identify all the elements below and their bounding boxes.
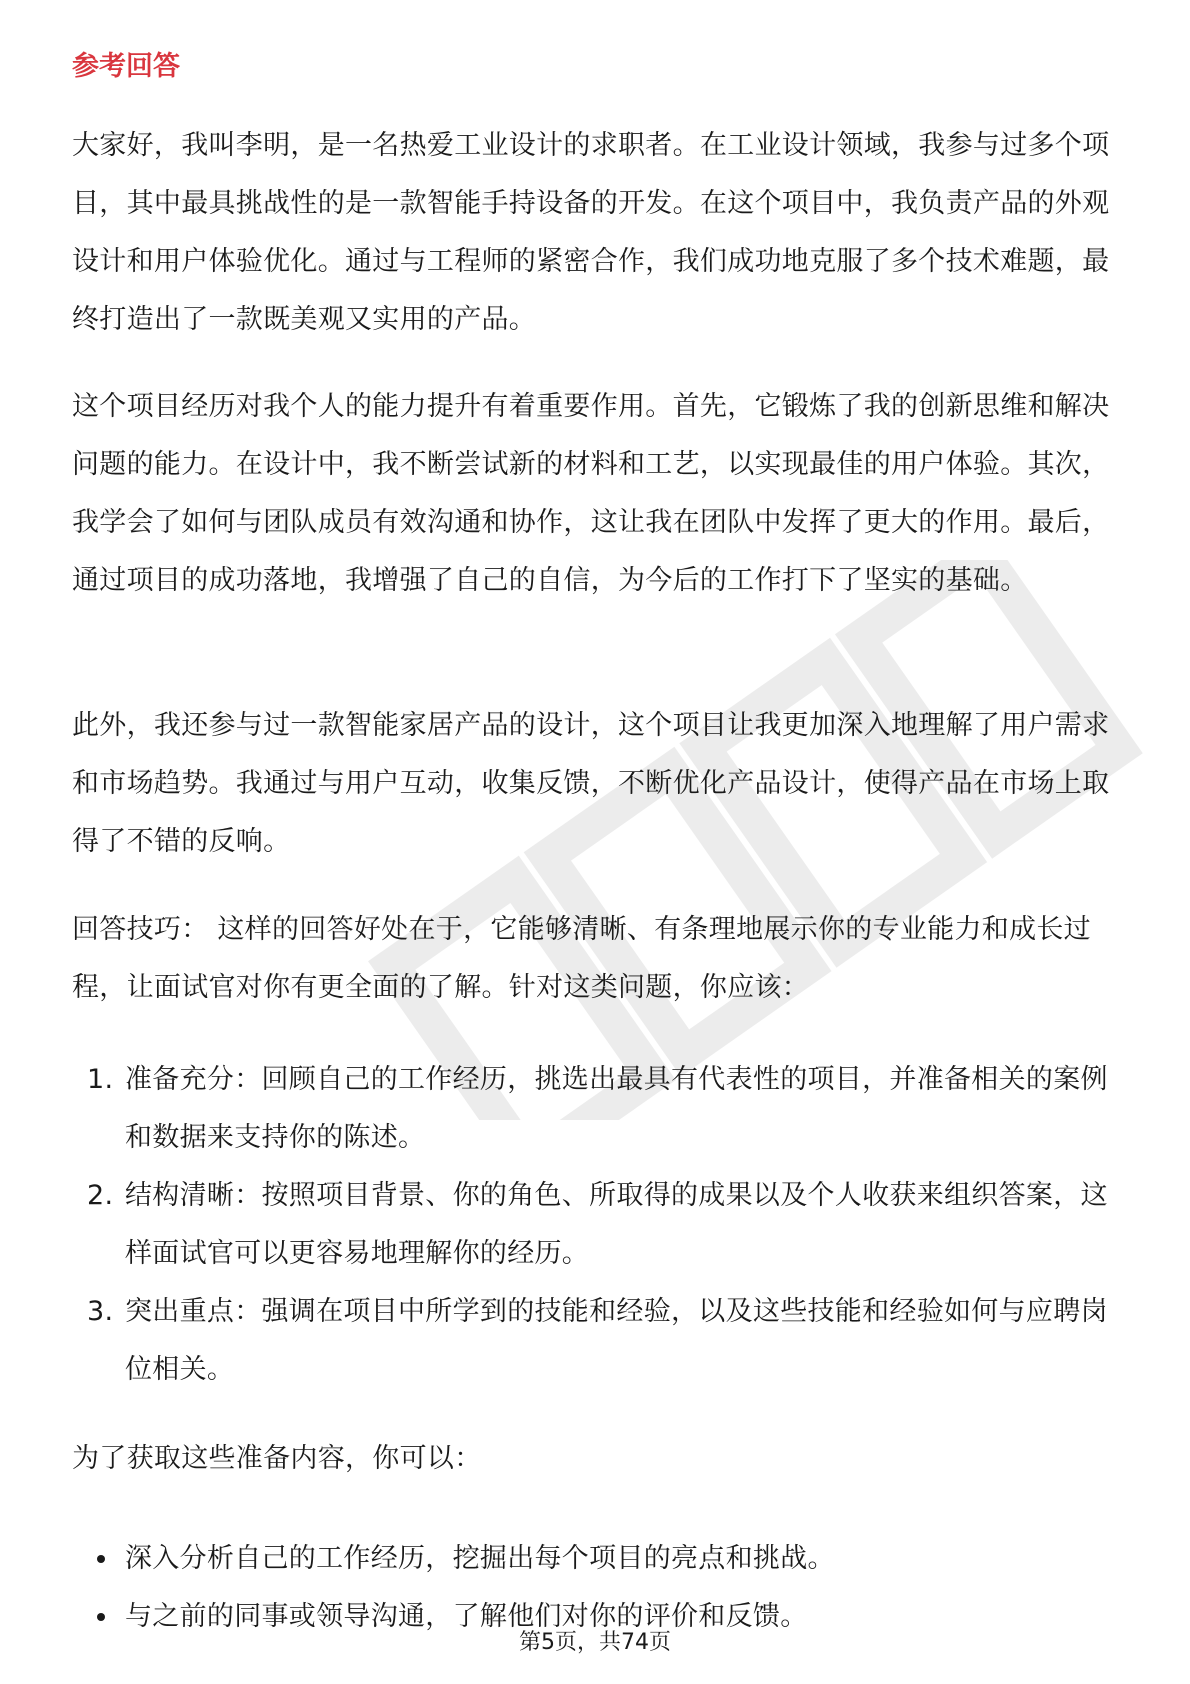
list-number: 3. <box>87 1296 114 1327</box>
list-item-text: 准备充分：回顾自己的工作经历，挑选出最具有代表性的项目，并准备相关的案例和数据来支持你的陈述。 <box>125 1064 1108 1153</box>
list-item-text: 突出重点：强调在项目中所学到的技能和经验，以及这些技能和经验如何与应聘岗位相关。 <box>125 1296 1108 1385</box>
answer-paragraph-1: 大家好，我叫李明，是一名热爱工业设计的求职者。在工业设计领域，我参与过多个项目，其中最具挑战性的是一款智能手持设备的开发。在这个项目中，我负责产品的外观设计和用户体验优化。通过与工程师的紧密合作，我们成功地克服了多个技术难题，最终打造出了一款既美观又实用的产品。 <box>72 130 1110 335</box>
list-item-text: 与之前的同事或领导沟通，了解他们对你的评价和反馈。 <box>125 1601 808 1632</box>
tips-list-item <box>72 1167 1130 1283</box>
tips-list-item <box>72 1051 1130 1167</box>
bullet-icon <box>97 1555 105 1563</box>
tips-list-item <box>72 1283 1130 1399</box>
bullet-list-item <box>72 1530 1130 1588</box>
preparation-intro-paragraph: 为了获取这些准备内容，你可以： <box>72 1443 482 1474</box>
answer-paragraph-3: 此外，我还参与过一款智能家居产品的设计，这个项目让我更加深入地理解了用户需求和市场趋势。我通过与用户互动，收集反馈，不断优化产品设计，使得产品在市场上取得了不错的反响。 <box>72 710 1110 857</box>
tips-list <box>72 1051 1130 1399</box>
page-number-footer: 第5页，共74页 <box>519 1630 671 1655</box>
preparation-list <box>72 1530 1130 1646</box>
list-number: 1. <box>87 1064 114 1095</box>
bullet-icon <box>97 1613 105 1621</box>
list-item-text: 深入分析自己的工作经历，挖掘出每个项目的亮点和挑战。 <box>125 1543 835 1574</box>
tips-intro-paragraph: 回答技巧： 这样的回答好处在于，它能够清晰、有条理地展示你的专业能力和成长过程，让面试官对你有更全面的了解。针对这类问题，你应该： <box>72 914 1091 1003</box>
section-title: 参考回答 <box>72 51 180 82</box>
answer-paragraph-2: 这个项目经历对我个人的能力提升有着重要作用。首先，它锻炼了我的创新思维和解决问题的能力。在设计中，我不断尝试新的材料和工艺，以实现最佳的用户体验。其次，我学会了如何与团队成员有效沟通和协作，这让我在团队中发挥了更大的作用。最后，通过项目的成功落地，我增强了自己的自信，为今后的工作打下了坚实的基础。 <box>72 391 1110 596</box>
list-item-text: 结构清晰：按照项目背景、你的角色、所取得的成果以及个人收获来组织答案，这样面试官可以更容易地理解你的经历。 <box>125 1180 1108 1269</box>
list-number: 2. <box>87 1180 114 1211</box>
